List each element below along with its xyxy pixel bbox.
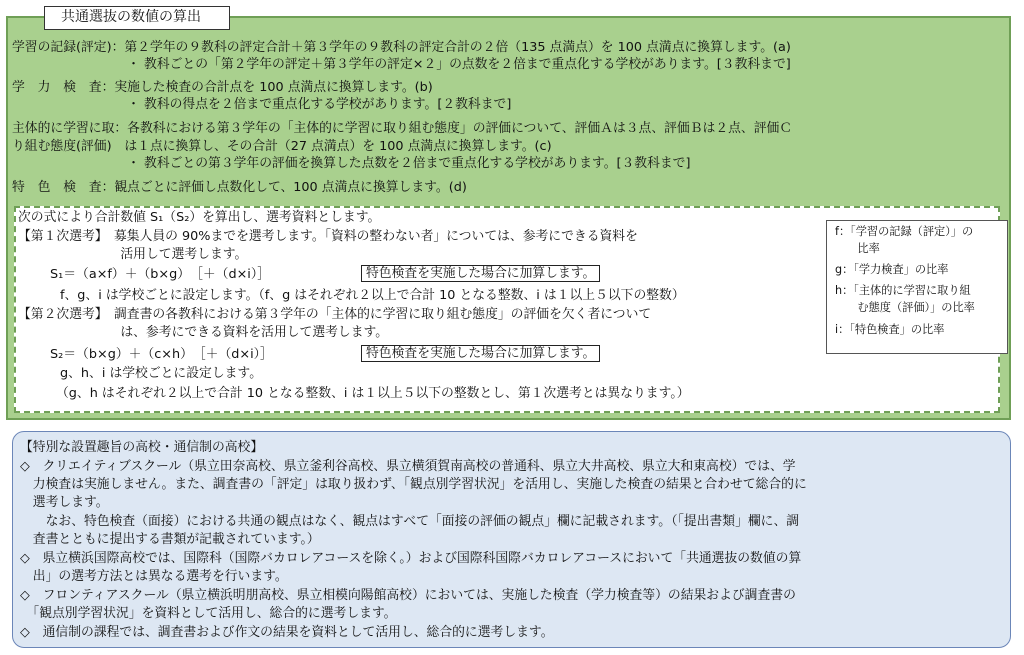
legend-item: h：「主体的に学習に取り組 bbox=[835, 284, 971, 297]
page-title: 共通選抜の数値の算出 bbox=[44, 6, 230, 30]
criteria-line: り組む態度(評価) は１点に換算し、その合計（27 点満点）を 100 点満点に換算します。(c) bbox=[12, 139, 552, 154]
criteria-line: 学 力 検 査：実施した検査の合計点を 100 点満点に換算します。(b) bbox=[12, 80, 433, 95]
legend-item: g：「学力検査」の比率 bbox=[835, 263, 949, 276]
special-line: 出」の選考方法とは異なる選考を行います。 bbox=[20, 569, 288, 584]
first-selection-heading-cont: 活用して選考します。 bbox=[18, 247, 248, 262]
criteria-line: ・ 教科ごとの第３学年の評価を換算した点数を２倍まで重点化する学校があります。[３教科まで] bbox=[12, 156, 691, 171]
criteria-line: 特 色 検 査：観点ごとに評価し点数化して、100 点満点に換算します。(d) bbox=[12, 180, 467, 195]
s1-params: f、g、i は学校ごとに設定します。（f、g はそれぞれ２以上で合計 10 となる整数、i は１以上５以下の整数） bbox=[60, 288, 685, 303]
s1-formula-note bbox=[361, 265, 600, 282]
special-line: 選考します。 bbox=[20, 495, 109, 510]
special-line: ◇ 通信制の課程では、調査書および作文の結果を資料として活用し、総合的に選考します。 bbox=[20, 625, 554, 640]
s2-formula-note bbox=[361, 345, 600, 362]
second-selection-heading-cont: は、参考にできる資料を活用して選考します。 bbox=[18, 325, 389, 340]
s2-formula: S₂＝（b×g）＋（c×h） ［＋（d×i）］ bbox=[50, 347, 273, 362]
special-line: 力検査は実施しません。また、調査書の「評定」は取り扱わず、「観点別学習状況」を活用し、実施した検査の結果と合わせて総合的に bbox=[20, 477, 807, 492]
special-line: ◇ フロンティアスクール（県立横浜明朋高校、県立相模向陽館高校）においては、実施した検査（学力検査等）の結果および調査書の bbox=[20, 588, 796, 603]
special-line: なお、特色検査（面接）における共通の観点はなく、観点はすべて「面接の評価の観点」欄に記載されます。（「提出書類」欄に、調 bbox=[20, 514, 800, 529]
s2-params-detail: （g、h はそれぞれ２以上で合計 10 となる整数、i は１以上５以下の整数とし、第１次選考とは異なります。） bbox=[56, 386, 690, 401]
first-selection-heading: 【第１次選考】 募集人員の 90%までを選考します。「資料の整わない者」については、参考にできる資料を bbox=[18, 229, 638, 244]
legend-item: f：「学習の記録（評定）」の bbox=[835, 225, 974, 238]
s2-params: g、h、i は学校ごとに設定します。 bbox=[60, 366, 262, 381]
special-line: 「観点別学習状況」を資料として活用し、総合的に選考します。 bbox=[20, 606, 397, 621]
legend-item: i：「特色検査」の比率 bbox=[835, 323, 945, 336]
s1-note: 特色検査を実施した場合に加算します。 bbox=[361, 265, 600, 282]
criteria-line: 主体的に学習に取：各教科における第３学年の「主体的に学習に取り組む態度」の評価について、評価Ａは３点、評価Ｂは２点、評価Ｃ bbox=[12, 121, 793, 136]
criteria-line: ・ 教科の得点を２倍まで重点化する学校があります。[２教科まで] bbox=[12, 97, 512, 112]
special-heading: 【特別な設置趣旨の高校・通信制の高校】 bbox=[20, 440, 264, 455]
second-selection-heading: 【第２次選考】 調査書の各教科における第３学年の「主体的に学習に取り組む態度」の評価を欠く者について bbox=[18, 307, 652, 322]
legend-item: む態度（評価）」の比率 bbox=[835, 301, 975, 314]
criteria-line: ・ 教科ごとの「第２学年の評定＋第３学年の評定×２」の点数を２倍まで重点化する学校があります。[３教科まで] bbox=[12, 57, 791, 72]
calc-intro: 次の式により合計数値 S₁（S₂）を算出し、選考資料とします。 bbox=[18, 210, 381, 225]
special-line: ◇ クリエイティブスクール（県立田奈高校、県立釜利谷高校、県立横須賀南高校の普通科、県立大井高校、県立大和東高校）では、学 bbox=[20, 459, 796, 474]
special-line: ◇ 県立横浜国際高校では、国際科（国際バカロレアコースを除く。）および国際科国際バカロレアコースにおいて「共通選抜の数値の算 bbox=[20, 551, 802, 566]
special-line: 査書とともに提出する書類が記載されています。） bbox=[20, 532, 320, 547]
ratio-legend bbox=[826, 220, 1008, 354]
s1-formula: S₁＝（a×f）＋（b×g） ［＋（d×i）］ bbox=[50, 267, 271, 282]
legend-item: 比率 bbox=[835, 242, 880, 255]
s2-note: 特色検査を実施した場合に加算します。 bbox=[361, 345, 600, 362]
criteria-line: 学習の記録(評定)：第２学年の９教科の評定合計＋第３学年の９教科の評定合計の２倍（135 点満点）を 100 点満点に換算します。(a) bbox=[12, 40, 791, 55]
